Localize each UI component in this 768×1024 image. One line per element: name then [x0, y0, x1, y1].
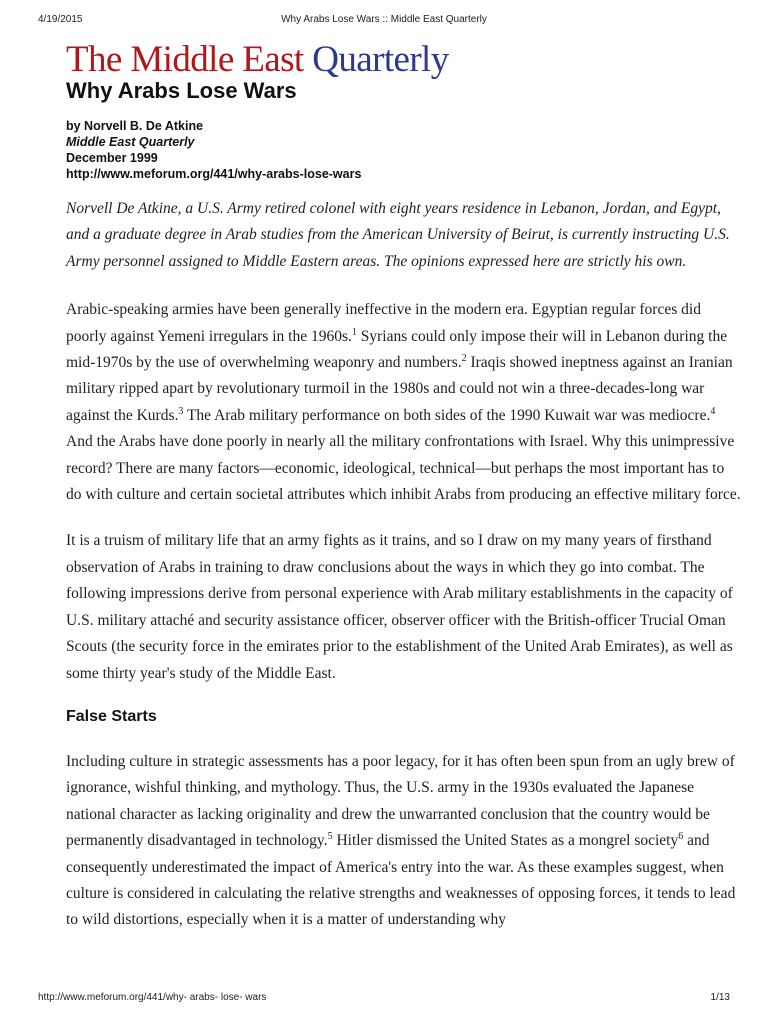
paragraph-text: Syrians could only impose their will in Lebanon during the mid-1970s by the use of overwhelming weaponry and numbers. — [66, 327, 728, 372]
article-body — [66, 196, 742, 954]
paragraph-text: And the Arabs have done poorly in nearly all the military confrontations with Israel. Why this unimpressive record? There are many factors—economic, ideological, technical—but perhaps the most important has to do with culture and certain societal attributes which inhibit Arabs from producing an effective military force. — [66, 433, 741, 504]
masthead-logo[interactable] — [66, 38, 449, 82]
footnote-ref-5[interactable]: 5 — [327, 831, 333, 843]
body-paragraph-2: It is a truism of military life that an army fights as it trains, and so I draw on my many years of firsthand observation of Arabs in training to draw conclusions about the ways in which they go into combat. The following impressions derive from personal experience with Arab military establishments in the capacity of U.S. military attaché and security assistance officer, observer officer with the British-officer Trucial Oman Scouts (the security force in the emirates prior to the establishment of the United Arab Emirates), as well as some thirty year's study of the Middle East. — [66, 532, 733, 682]
footnote-ref-4[interactable]: 4 — [710, 405, 716, 417]
footnote-ref-3[interactable]: 3 — [178, 405, 184, 417]
section-heading-false-starts: False Starts — [66, 707, 157, 725]
article-title: Why Arabs Lose Wars — [66, 78, 297, 103]
print-footer-url: http://www.meforum.org/441/why- arabs- lose- wars — [38, 992, 267, 1003]
page-number: 1/13 — [710, 992, 730, 1003]
footnote-ref-1[interactable]: 1 — [351, 326, 357, 338]
author-intro-paragraph: Norvell De Atkine, a U.S. Army retired colonel with eight years residence in Lebanon, Jordan, and Egypt, and a graduate degree in Arab studies from the American University of Beirut, is currently instructing U.S. Army personnel assigned to Middle Eastern areas. The opinions expressed here are strictly his own. — [66, 200, 730, 270]
paragraph-text: and consequently underestimated the impact of America's entry into the war. As these examples suggest, when culture is considered in calculating the relative strengths and weaknesses of opposing forces, it tends to lead to wild distortions, especially when it is a matter of understanding why — [66, 832, 736, 929]
print-footer — [0, 992, 768, 1012]
body-paragraph-3 — [66, 749, 742, 934]
author-line: by Norvell B. De Atkine — [66, 119, 204, 133]
paragraph-text: Arabic-speaking armies have been generally ineffective in the modern era. Egyptian regular forces did poorly against Yemeni irregulars in the 1960s. — [66, 301, 701, 345]
paragraph-text: Including culture in strategic assessments has a poor legacy, for it has often been spun from an ugly brew of ignorance, wishful thinking, and mythology. Thus, the U.S. army in the 1930s evaluated the Japanese national character as lacking originality and drew the unwarranted conclusion that the country would be permanently disadvantaged in technology. — [66, 752, 735, 850]
paragraph-text: Iraqis showed ineptness against an Iranian military ripped apart by revolutionary turmoil in the 1980s and could not win a three-decades-long war against the Kurds. — [66, 354, 733, 424]
footnote-ref-2[interactable]: 2 — [461, 353, 467, 365]
masthead-quarterly: Quarterly — [312, 39, 449, 80]
print-date: 4/19/2015 — [38, 14, 83, 25]
paragraph-text: Hitler dismissed the United States as a mongrel society — [332, 832, 679, 850]
body-paragraph-1 — [66, 297, 742, 508]
publication-name: Middle East Quarterly — [66, 135, 195, 149]
publication-date: December 1999 — [66, 151, 158, 165]
article-byline — [66, 118, 361, 182]
print-header — [0, 8, 768, 28]
masthead-the-middle-east: The Middle East — [66, 39, 304, 80]
footnote-ref-6[interactable]: 6 — [678, 831, 684, 843]
article-url[interactable]: http://www.meforum.org/441/why-arabs-lose-wars — [66, 167, 362, 181]
paragraph-text: The Arab military performance on both sides of the 1990 Kuwait war was mediocre. — [183, 406, 711, 424]
print-page-title: Why Arabs Lose Wars :: Middle East Quarterly — [281, 14, 487, 25]
